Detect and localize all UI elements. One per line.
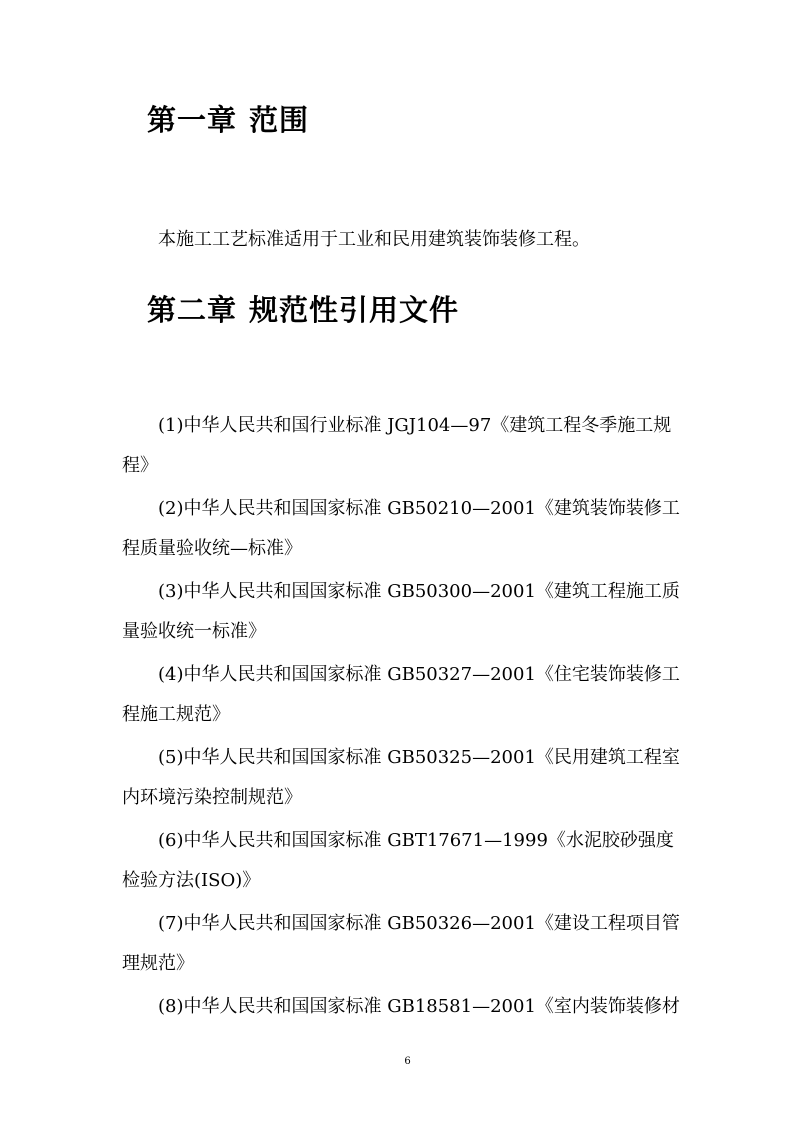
- reference-item: [122, 738, 682, 818]
- reference-item: [122, 821, 682, 901]
- reference-item: [122, 904, 682, 984]
- reference-line-1: (5)中华人民共和国国家标准 GB50325—2001《民用建筑工程室: [158, 747, 680, 768]
- reference-line-1: (7)中华人民共和国国家标准 GB50326—2001《建设工程项目管: [158, 913, 680, 934]
- reference-line-2: 量验收统一标准》: [122, 621, 266, 642]
- chapter-1-title: 范围: [249, 103, 310, 137]
- reference-line-2: 程》: [122, 455, 158, 476]
- page-number: 6: [404, 1056, 411, 1067]
- reference-line-1: (8)中华人民共和国国家标准 GB18581—2001《室内装饰装修材: [158, 996, 680, 1017]
- reference-line-2: 理规范》: [122, 953, 194, 974]
- chapter-1-number: 第一章: [147, 103, 238, 137]
- reference-line-1: (4)中华人民共和国国家标准 GB50327—2001《住宅装饰装修工: [158, 664, 680, 685]
- reference-line-1: (6)中华人民共和国国家标准 GBT17671—1999《水泥胶砂强度: [158, 830, 674, 851]
- reference-line-2: 检验方法(ISO)》: [122, 870, 261, 891]
- reference-item: [122, 655, 682, 735]
- reference-line-2: 程质量验收统—标准》: [122, 538, 302, 559]
- chapter-2-title: 规范性引用文件: [249, 293, 460, 327]
- reference-line-1: (3)中华人民共和国国家标准 GB50300—2001《建筑工程施工质: [158, 581, 680, 602]
- reference-line-2: 程施工规范》: [122, 704, 230, 725]
- reference-line-2: 内环境污染控制规范》: [122, 787, 302, 808]
- reference-item: [122, 406, 682, 486]
- scope-text: 本施工工艺标准适用于工业和民用建筑装饰装修工程。: [158, 229, 590, 250]
- reference-item: [122, 489, 682, 569]
- chapter-2-number: 第二章: [147, 293, 238, 327]
- chapter-2-heading: [147, 288, 459, 329]
- reference-item: [122, 572, 682, 652]
- chapter-1-heading: [147, 98, 309, 139]
- reference-line-1: (2)中华人民共和国国家标准 GB50210—2001《建筑装饰装修工: [158, 498, 680, 519]
- reference-line-1: (1)中华人民共和国行业标准 JGJ104—97《建筑工程冬季施工规: [158, 415, 672, 436]
- reference-item: [122, 987, 682, 1027]
- scope-paragraph: [122, 220, 682, 260]
